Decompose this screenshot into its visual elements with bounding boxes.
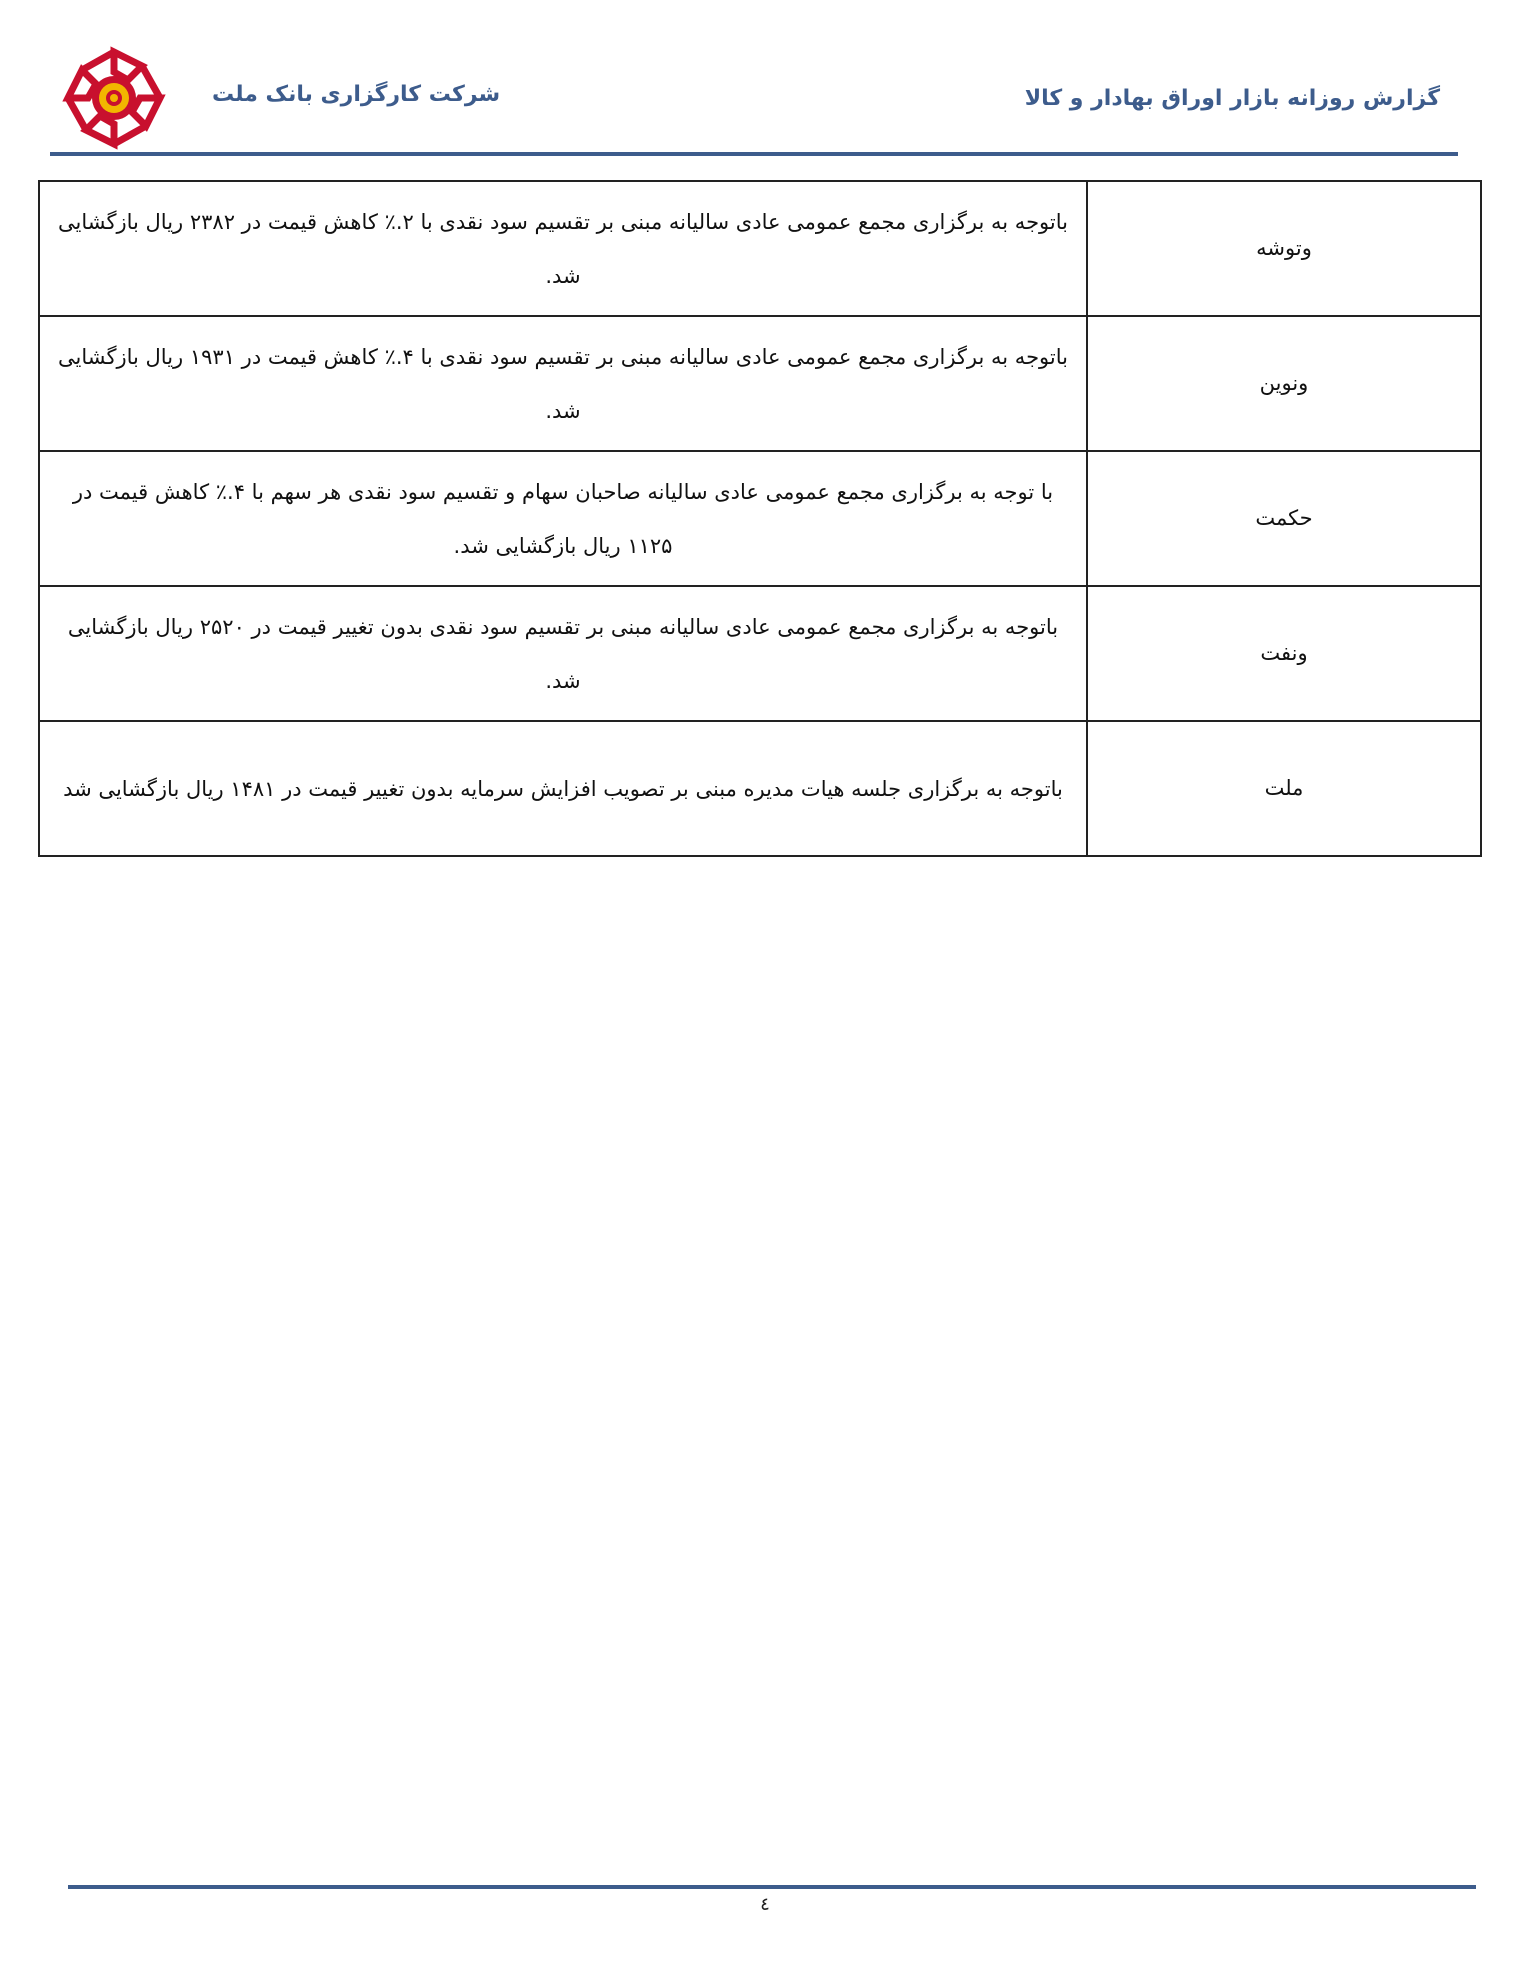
header-divider	[50, 152, 1458, 156]
symbol-cell: وتوشه	[1087, 181, 1481, 316]
table-row	[39, 451, 1481, 586]
table-row	[39, 586, 1481, 721]
description-cell: باتوجه به برگزاری مجمع عمومی عادی سالیانه مبنی بر تقسیم سود نقدی با ۴.٪ کاهش قیمت در ۱۹۳۱ ریال بازگشایی شد.	[39, 316, 1087, 451]
symbol-cell: ملت	[1087, 721, 1481, 856]
symbol-cell: ونفت	[1087, 586, 1481, 721]
description-cell: باتوجه به برگزاری جلسه هیات مدیره مبنی بر تصویب افزایش سرمایه بدون تغییر قیمت در ۱۴۸۱ ریال بازگشایی شد	[39, 721, 1087, 856]
symbol-notices-table	[38, 180, 1482, 857]
symbol-cell: حکمت	[1087, 451, 1481, 586]
description-cell: باتوجه به برگزاری مجمع عمومی عادی سالیانه مبنی بر تقسیم سود نقدی با ۲.٪ کاهش قیمت در ۲۳۸۲ ریال بازگشایی شد.	[39, 181, 1087, 316]
table-row	[39, 721, 1481, 856]
report-title: گزارش روزانه بازار اوراق بهادار و کالا	[1024, 86, 1440, 111]
description-cell: باتوجه به برگزاری مجمع عمومی عادی سالیانه مبنی بر تقسیم سود نقدی بدون تغییر قیمت در ۲۵۲۰ ریال بازگشایی شد.	[39, 586, 1087, 721]
description-cell: با توجه به برگزاری مجمع عمومی عادی سالیانه صاحبان سهام و تقسیم سود نقدی هر سهم با ۴.٪ کاهش قیمت در ۱۱۲۵ ریال بازگشایی شد.	[39, 451, 1087, 586]
footer-divider	[68, 1885, 1476, 1889]
table-row	[39, 181, 1481, 316]
company-name: شرکت کارگزاری بانک ملت	[212, 82, 501, 107]
symbol-cell: ونوین	[1087, 316, 1481, 451]
bank-mellat-logo-icon	[62, 46, 166, 150]
table-row	[39, 316, 1481, 451]
page-number: ٤	[760, 1894, 770, 1915]
